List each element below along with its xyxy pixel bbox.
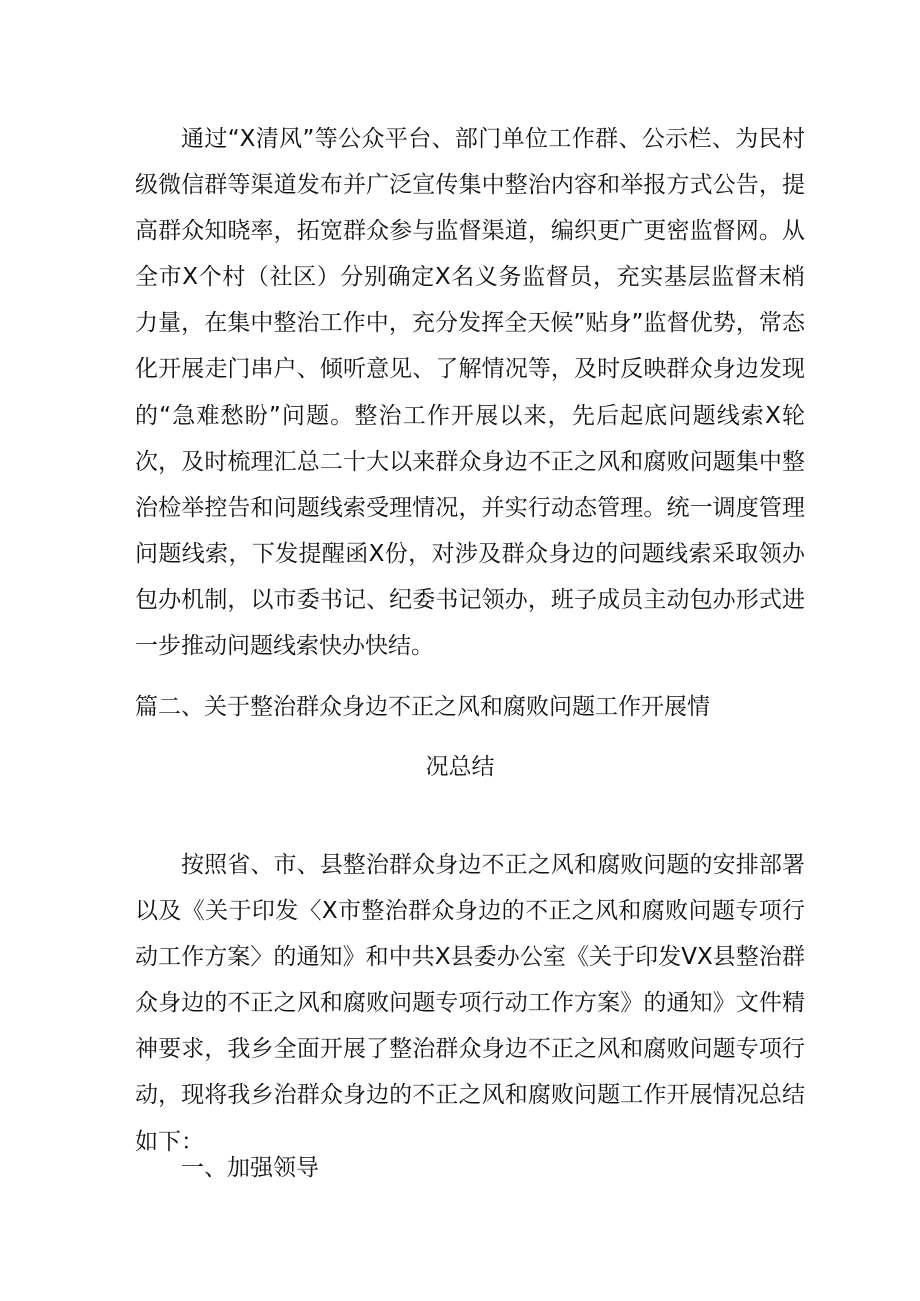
article-title-line-1: 篇二、关于整治群众身边不正之风和腐败问题工作开展情 [135,694,710,720]
article-title-line-2: 况总结 [425,754,495,780]
body-paragraph-2: 按照省、市、县整治群众身边不正之风和腐败问题的安排部署以及《关于印发〈X市整治群众身边的不正之风和腐败问题专项行动工作方案〉的通知》和中共X县委办公室《关于印发VX县整治群众身边的不正之风和腐败问题专项行动工作方案》的通知》文件精神要求，我乡全面开展了整治群众身边不正之风和腐败问题专项行动，现将我乡治群众身边的不正之风和腐败问题工作开展情况总结如下： [135,852,805,1155]
section-heading-1: 一、加强领导 [181,1155,319,1181]
body-paragraph-1: 通过“X清风”等公众平台、部门单位工作群、公示栏、为民村级微信群等渠道发布并广泛宣传集中整治内容和举报方式公告，提高群众知晓率，拓宽群众参与监督渠道，编织更广更密监督网。从全市X个村（社区）分别确定X名义务监督员，充实基层监督末梢力量，在集中整治工作中，充分发挥全天候”贴身”监督优势，常态化开展走门串户、倾听意见、了解情况等，及时反映群众身边发现的“急难愁盼”问题。整治工作开展以来，先后起底问题线索X轮次，及时梳理汇总二十大以来群众身边不正之风和腐败问题集中整治检举控告和问题线索受理情况，并实行动态管理。统一调度管理问题线索，下发提醒函X份，对涉及群众身边的问题线索采取领办包办机制，以市委书记、纪委书记领办，班子成员主动包办形式进一步推动问题线索快办快结。 [135,126,805,660]
